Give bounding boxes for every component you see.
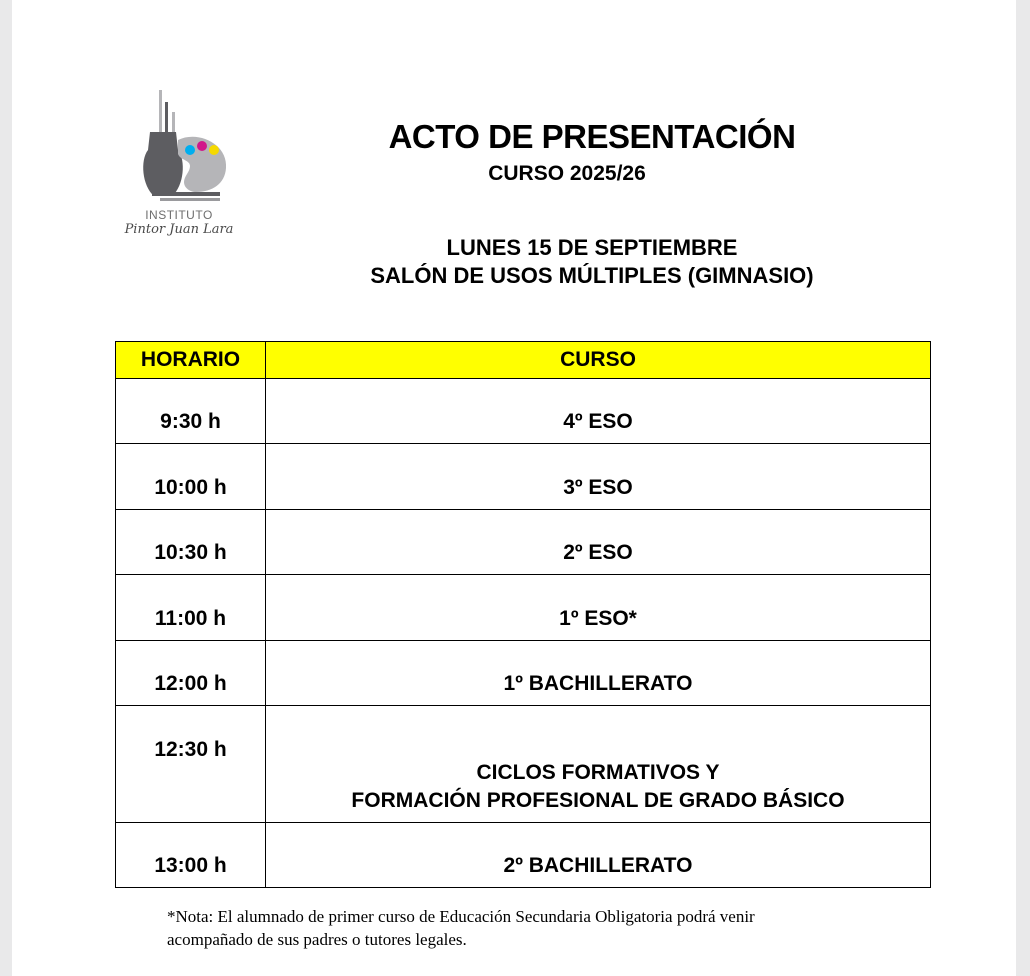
footnote-line: acompañado de sus padres o tutores legales. [167,930,467,949]
column-header-time: HORARIO [116,342,266,379]
course-year: CURSO 2025/26 [488,162,646,185]
course-cell: 1º ESO* [266,575,931,641]
footnote [167,905,927,951]
table-row [116,379,931,444]
schedule-table [115,341,931,888]
course-cell: 3º ESO [266,444,931,510]
school-logo [114,88,244,243]
table-row [116,444,931,510]
time-cell: 13:00 h [116,823,266,888]
time-cell: 11:00 h [116,575,266,641]
column-header-course: CURSO [266,342,931,379]
palette-vase-logo-icon [132,88,228,208]
footnote-line: *Nota: El alumnado de primer curso de Educación Secundaria Obligatoria podrá venir [167,907,755,926]
table-row [116,575,931,641]
time-cell: 10:30 h [116,510,266,575]
course-cell: 1º BACHILLERATO [266,641,931,706]
table-header-row [116,342,931,379]
event-date: LUNES 15 DE SEPTIEMBRE [446,235,738,260]
document-page [12,0,1016,976]
time-cell: 12:00 h [116,641,266,706]
course-cell: 2º ESO [266,510,931,575]
time-cell: 9:30 h [116,379,266,444]
course-line: CICLOS FORMATIVOS Y [476,761,720,784]
course-cell [266,706,931,823]
table-row [116,510,931,575]
logo-school-name: Pintor Juan Lara [124,222,234,237]
event-venue: SALÓN DE USOS MÚLTIPLES (GIMNASIO) [370,263,814,288]
table-row [116,706,931,823]
time-cell: 10:00 h [116,444,266,510]
course-line: FORMACIÓN PROFESIONAL DE GRADO BÁSICO [351,789,845,812]
time-cell: 12:30 h [116,706,266,823]
table-row [116,823,931,888]
page-title: ACTO DE PRESENTACIÓN [388,118,796,155]
course-cell: 2º BACHILLERATO [266,823,931,888]
course-cell: 4º ESO [266,379,931,444]
logo-institute-label: INSTITUTO [145,208,213,222]
table-row [116,641,931,706]
